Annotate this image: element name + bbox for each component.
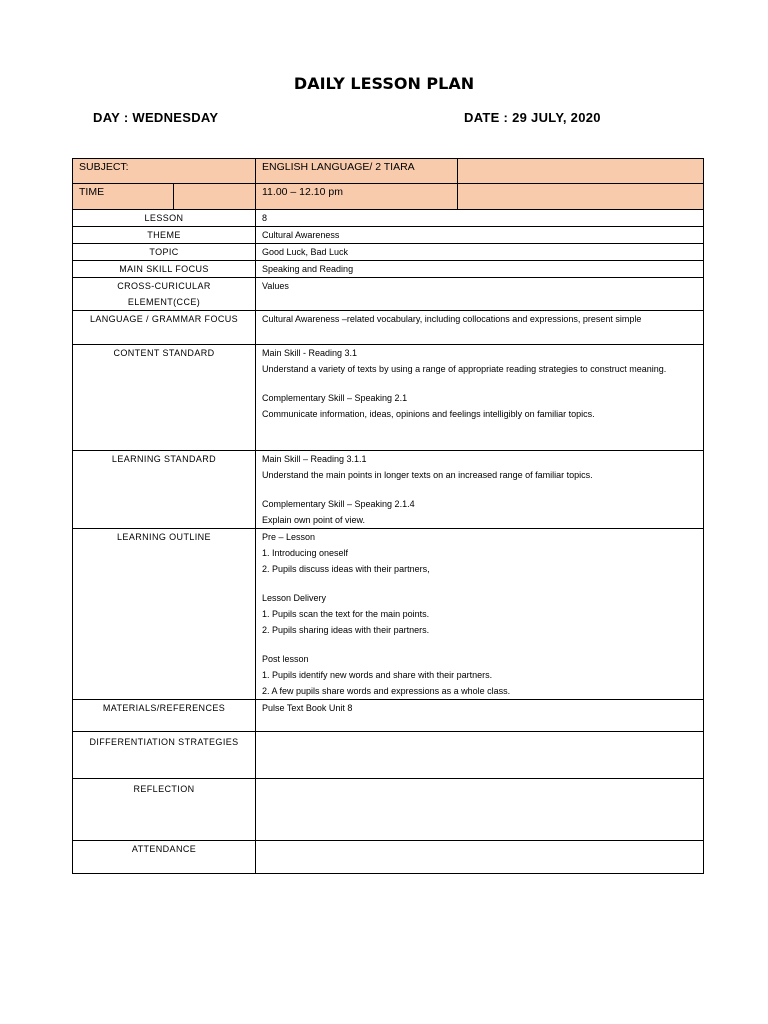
cce-row [73, 278, 704, 311]
page-title: DAILY LESSON PLAN [293, 74, 475, 93]
cce-label-line1: CROSS-CURICULAR [117, 281, 211, 291]
time-extra-cell [458, 184, 704, 210]
learning-outline-label: LEARNING OUTLINE [73, 529, 256, 700]
spacer [262, 483, 697, 496]
spacer [262, 377, 697, 390]
reflection-label: REFLECTION [73, 779, 256, 841]
learning-outline-row [73, 529, 704, 700]
learning-main-text: Understand the main points in longer texts on an increased range of familiar topics. [262, 470, 593, 480]
lesson-row [73, 210, 704, 227]
content-main-text: Understand a variety of texts by using a range of appropriate reading strategies to construct meaning. [262, 364, 667, 374]
post-lesson-item: 2. A few pupils share words and expressions as a whole class. [262, 686, 511, 696]
lesson-plan-table [72, 158, 704, 874]
cce-label-line2: ELEMENT(CCE) [127, 297, 201, 307]
materials-value: Pulse Text Book Unit 8 [256, 700, 704, 732]
cce-label [73, 278, 256, 311]
grammar-label: LANGUAGE / GRAMMAR FOCUS [73, 311, 256, 345]
main-skill-label: MAIN SKILL FOCUS [73, 261, 256, 278]
differentiation-row [73, 732, 704, 779]
time-label: TIME [73, 184, 174, 210]
lesson-delivery-heading: Lesson Delivery [262, 593, 327, 603]
post-lesson-item: 1. Pupils identify new words and share with their partners. [262, 670, 493, 680]
pre-lesson-heading: Pre – Lesson [262, 532, 316, 542]
theme-row [73, 227, 704, 244]
main-skill-value: Speaking and Reading [256, 261, 704, 278]
topic-row [73, 244, 704, 261]
learning-standard-row [73, 451, 704, 529]
content-comp-heading: Complementary Skill – Speaking 2.1 [262, 393, 408, 403]
content-standard-label: CONTENT STANDARD [73, 345, 256, 451]
day-line: DAY : WEDNESDAY [93, 110, 219, 125]
time-value: 11.00 – 12.10 pm [256, 184, 458, 210]
time-blank-cell [174, 184, 256, 210]
pre-lesson-item: 1. Introducing oneself [262, 548, 349, 558]
main-skill-row [73, 261, 704, 278]
learning-outline-cell [256, 529, 704, 700]
topic-value: Good Luck, Bad Luck [256, 244, 704, 261]
learning-comp-text: Explain own point of view. [262, 515, 366, 525]
date-line: DATE : 29 JULY, 2020 [464, 110, 601, 125]
learning-standard-cell [256, 451, 704, 529]
subject-row [73, 159, 704, 184]
subject-label: SUBJECT: [73, 159, 256, 184]
time-row [73, 184, 704, 210]
lesson-delivery-item: 2. Pupils sharing ideas with their partners. [262, 625, 430, 635]
attendance-label: ATTENDANCE [73, 841, 256, 874]
cce-value: Values [256, 278, 704, 311]
content-comp-text: Communicate information, ideas, opinions and feelings intelligibly on familiar topics. [262, 409, 595, 419]
post-lesson-heading: Post lesson [262, 654, 309, 664]
content-standard-cell [256, 345, 704, 451]
subject-extra-cell [458, 159, 704, 184]
grammar-row [73, 311, 704, 345]
grammar-value: Cultural Awareness –related vocabulary, including collocations and expressions, present simple [256, 311, 704, 345]
content-main-heading: Main Skill - Reading 3.1 [262, 348, 358, 358]
reflection-row [73, 779, 704, 841]
theme-label: THEME [73, 227, 256, 244]
attendance-row [73, 841, 704, 874]
topic-label: TOPIC [73, 244, 256, 261]
content-standard-row [73, 345, 704, 451]
theme-value: Cultural Awareness [256, 227, 704, 244]
learning-comp-heading: Complementary Skill – Speaking 2.1.4 [262, 499, 415, 509]
attendance-value [256, 841, 704, 874]
lesson-value: 8 [256, 210, 704, 227]
learning-main-heading: Main Skill – Reading 3.1.1 [262, 454, 367, 464]
spacer [262, 638, 697, 651]
reflection-value [256, 779, 704, 841]
differentiation-label: DIFFERENTIATION STRATEGIES [73, 732, 256, 779]
subject-value: ENGLISH LANGUAGE/ 2 TIARA [256, 159, 458, 184]
learning-standard-label: LEARNING STANDARD [73, 451, 256, 529]
differentiation-value [256, 732, 704, 779]
lesson-label: LESSON [73, 210, 256, 227]
spacer [262, 577, 697, 590]
lesson-delivery-item: 1. Pupils scan the text for the main points. [262, 609, 430, 619]
materials-label: MATERIALS/REFERENCES [73, 700, 256, 732]
pre-lesson-item: 2. Pupils discuss ideas with their partners, [262, 564, 430, 574]
materials-row [73, 700, 704, 732]
